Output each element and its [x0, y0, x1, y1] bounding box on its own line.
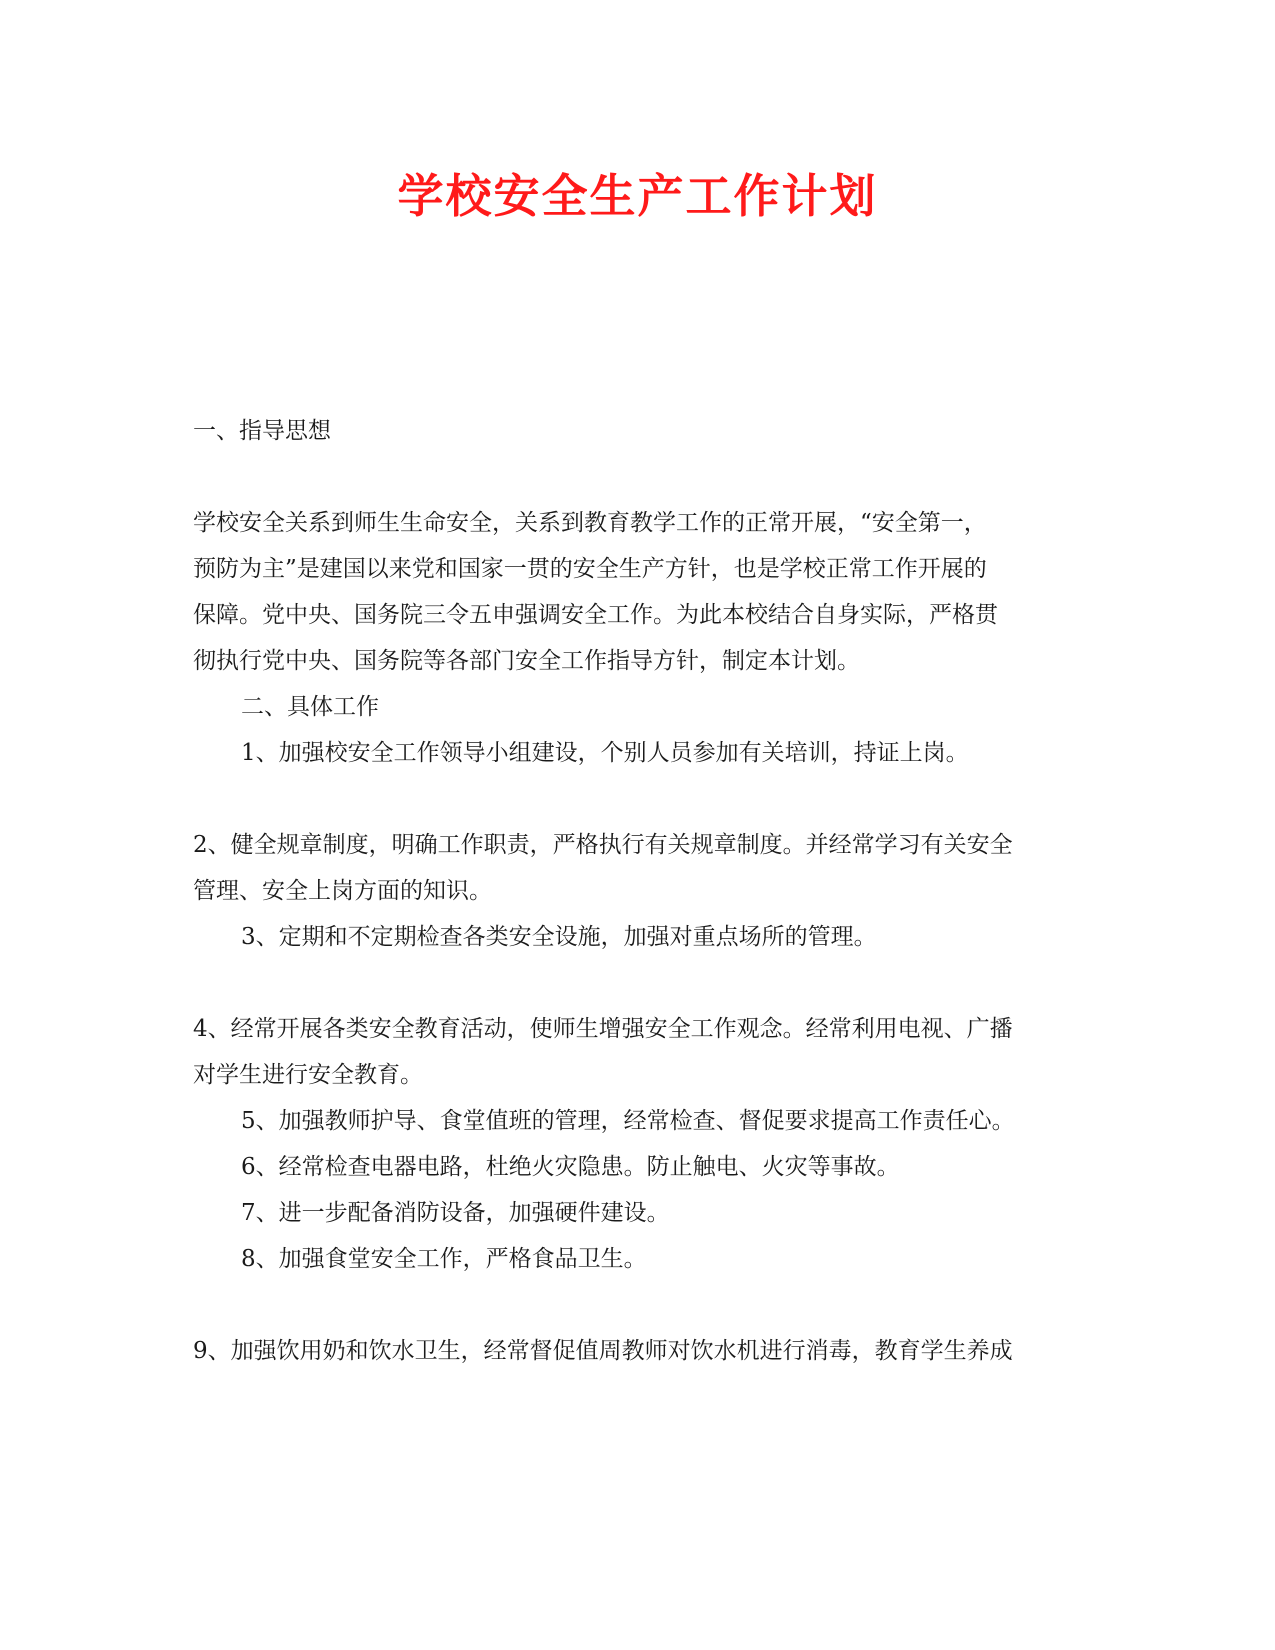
list-item: 2、健全规章制度，明确工作职责，严格执行有关规章制度。并经常学习有关安全 — [193, 832, 1013, 858]
list-item-continuation: 对学生进行安全教育。 — [193, 1062, 423, 1088]
list-item: 7、进一步配备消防设备，加强硬件建设。 — [241, 1200, 670, 1226]
paragraph-line: 学校安全关系到师生生命安全，关系到教育教学工作的正常开展，“安全第一， — [193, 510, 987, 536]
section-heading-guiding-ideology: 一、指导思想 — [193, 418, 331, 444]
list-item: 4、经常开展各类安全教育活动，使师生增强安全工作观念。经常利用电视、广播 — [193, 1016, 1013, 1042]
list-item: 9、加强饮用奶和饮水卫生，经常督促值周教师对饮水机进行消毒，教育学生养成 — [193, 1338, 1013, 1364]
list-item: 3、定期和不定期检查各类安全设施，加强对重点场所的管理。 — [241, 924, 877, 950]
section-heading-specific-work: 二、具体工作 — [241, 694, 379, 720]
list-item: 6、经常检查电器电路，杜绝火灾隐患。防止触电、火灾等事故。 — [241, 1154, 900, 1180]
document-title: 学校安全生产工作计划 — [397, 169, 878, 223]
list-item: 8、加强食堂安全工作，严格食品卫生。 — [241, 1246, 647, 1272]
list-item-continuation: 管理、安全上岗方面的知识。 — [193, 878, 492, 904]
list-item: 1、加强校安全工作领导小组建设，个别人员参加有关培训，持证上岗。 — [241, 740, 969, 766]
paragraph-line: 彻执行党中央、国务院等各部门安全工作指导方针，制定本计划。 — [193, 648, 860, 674]
list-item: 5、加强教师护导、食堂值班的管理，经常检查、督促要求提高工作责任心。 — [241, 1108, 1015, 1134]
paragraph-line: 保障。党中央、国务院三令五申强调安全工作。为此本校结合自身实际，严格贯 — [193, 602, 998, 628]
paragraph-line: 预防为主”是建国以来党和国家一贯的安全生产方针，也是学校正常工作开展的 — [193, 556, 987, 582]
